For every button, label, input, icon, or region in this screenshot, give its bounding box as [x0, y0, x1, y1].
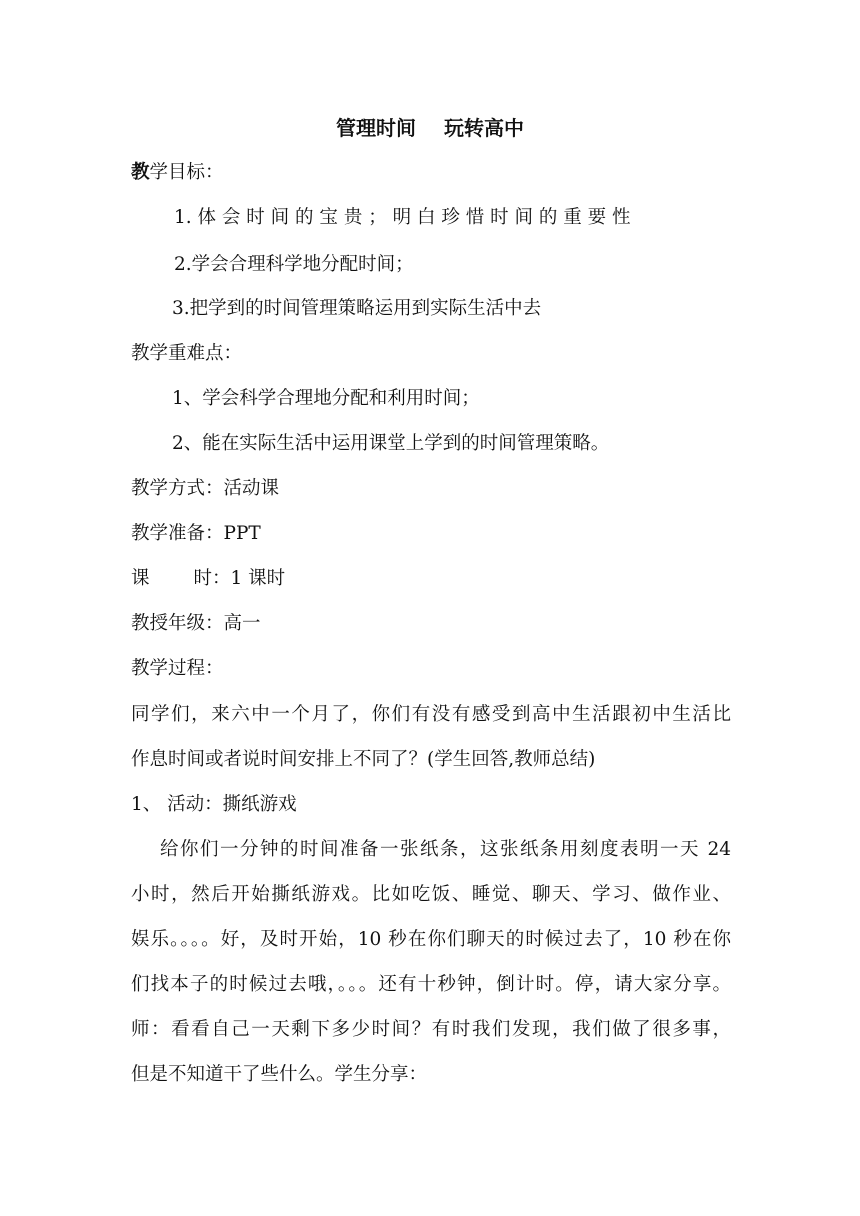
objective-2: 2.学会合理科学地分配时间；	[174, 254, 414, 275]
paragraph-line-2: 小时，然后开始撕纸游戏。比如吃饭、睡觉、聊天、学习、做作业、	[131, 884, 731, 905]
teaching-method: 教学方式：活动课	[131, 478, 280, 499]
paragraph-line-5: 师：看看自己一天剩下多少时间？有时我们发现，我们做了很多事，	[131, 1019, 731, 1040]
intro-line-2: 作息时间或者说时间安排上不同了？(学生回答,教师总结)	[131, 749, 596, 770]
paragraph-line-6: 但是不知道干了些什么。学生分享：	[131, 1064, 428, 1085]
title-part-1: 管理时间	[336, 116, 416, 140]
objectives-heading-rest: 学目标：	[149, 162, 224, 183]
class-hours-value: 时：1 课时	[193, 568, 286, 589]
objectives-heading	[131, 160, 731, 186]
paragraph-line-4: 们找本子的时候过去哦，。。。还有十秒钟，倒计时。停，请大家分享。	[131, 974, 731, 995]
objective-3: 3.把学到的时间管理策略运用到实际生活中去	[172, 298, 542, 319]
objectives-heading-bold: 教	[131, 162, 150, 183]
activity-heading: 1、 活动：撕纸游戏	[131, 794, 297, 815]
intro-line-1: 同学们，来六中一个月了，你们有没有感受到高中生活跟初中生活比	[131, 704, 731, 725]
teaching-preparation: 教学准备：PPT	[131, 523, 261, 544]
objective-1: 1. 体 会 时 间 的 宝 贵 ； 明 白 珍 惜 时 间 的 重 要 性	[174, 207, 631, 228]
grade-level: 教授年级：高一	[131, 613, 261, 634]
class-hours-label: 课	[131, 568, 150, 589]
paragraph-line-3: 娱乐。。。。好，及时开始，10 秒在你们聊天的时候过去了，10 秒在你	[131, 929, 731, 950]
class-hours	[131, 566, 731, 592]
paragraph-line-1: 给你们一分钟的时间准备一张纸条，这张纸条用刻度表明一天 24	[160, 839, 731, 860]
keypoints-heading: 教学重难点：	[131, 343, 243, 364]
document-title	[0, 114, 860, 142]
keypoint-2: 2、能在实际生活中运用课堂上学到的时间管理策略。	[172, 433, 610, 454]
title-part-2: 玩转高中	[444, 116, 524, 140]
keypoint-1: 1、学会科学合理地分配和利用时间；	[172, 388, 480, 409]
process-heading: 教学过程：	[131, 658, 224, 679]
